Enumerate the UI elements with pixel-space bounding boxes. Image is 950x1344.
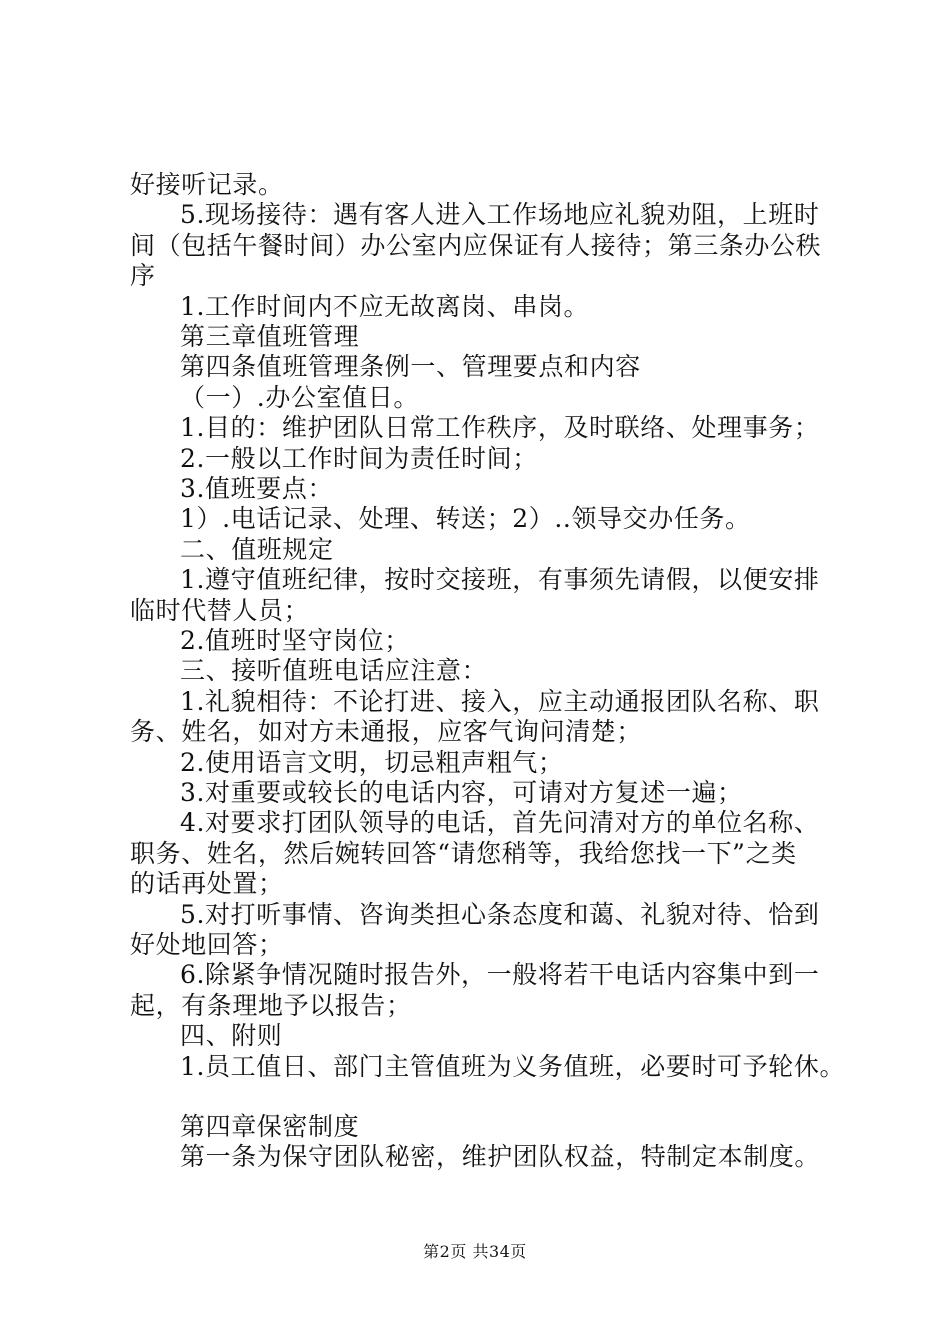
text-line: 好处地回答； <box>130 930 284 959</box>
text-line: 1.工作时间内不应无故离岗、串岗。 <box>180 291 590 321</box>
text-line: 第三章值班管理 <box>180 322 360 351</box>
text-line: 好接听记录。 <box>130 170 284 199</box>
text-line: 间（包括午餐时间）办公室内应保证有人接待；第三条办公秩 <box>130 230 822 260</box>
text-line: 二、值班规定 <box>180 534 334 564</box>
text-line: 3.值班要点： <box>180 474 334 503</box>
text-line: 1.员工值日、部门主管值班为义务值班，必要时可予轮休。 <box>180 1051 846 1081</box>
text-line: 务、姓名，如对方未通报，应客气询问清楚； <box>130 717 643 747</box>
text-line: 1.礼貌相待：不论打进、接入，应主动通报团队名称、职 <box>180 686 820 716</box>
text-line: 第一条为保守团队秘密，维护团队权益，特制定本制度。 <box>180 1142 821 1172</box>
text-line: 4.对要求打团队领导的电话，首先问清对方的单位名称、 <box>180 808 820 838</box>
text-line: 5.现场接待：遇有客人进入工作场地应礼貌劝阻，上班时 <box>180 200 820 230</box>
text-line: 2.一般以工作时间为责任时间； <box>180 443 538 473</box>
text-line: 6.除紧争情况随时报告外，一般将若干电话内容集中到一 <box>180 960 820 990</box>
text-line: 1.遵守值班纪律，按时交接班，有事须先请假，以便安排 <box>180 565 820 595</box>
text-line: 1）.电话记录、处理、转送；2）..领导交办任务。 <box>180 504 751 534</box>
text-line: 的话再处置； <box>130 869 284 899</box>
text-line: 临时代替人员； <box>130 595 310 625</box>
text-line: 2.使用语言文明，切忌粗声粗气； <box>180 747 564 777</box>
text-line: 2.值班时坚守岗位； <box>180 626 410 655</box>
text-line: 第四章保密制度 <box>180 1112 360 1141</box>
text-line: 四、附则 <box>180 1021 283 1051</box>
page-footer: 第2页 共34页 <box>423 1242 527 1261</box>
text-line: 第四条值班管理条例一、管理要点和内容 <box>180 352 641 382</box>
text-line: （一）.办公室值日。 <box>180 382 419 412</box>
text-line: 1.目的：维护团队日常工作秩序，及时联络、处理事务； <box>180 413 820 443</box>
text-line: 序 <box>130 261 156 291</box>
text-line: 起，有条理地予以报告； <box>130 990 412 1020</box>
text-line: 5.对打听事情、咨询类担心条态度和蔼、礼貌对待、恰到 <box>180 899 820 929</box>
text-line: 三、接听值班电话应注意： <box>180 656 488 686</box>
text-line: 3.对重要或较长的电话内容，可请对方复述一遍； <box>180 778 743 807</box>
text-line: 职务、姓名，然后婉转回答“请您稍等，我给您找一下”之类 <box>130 838 797 868</box>
